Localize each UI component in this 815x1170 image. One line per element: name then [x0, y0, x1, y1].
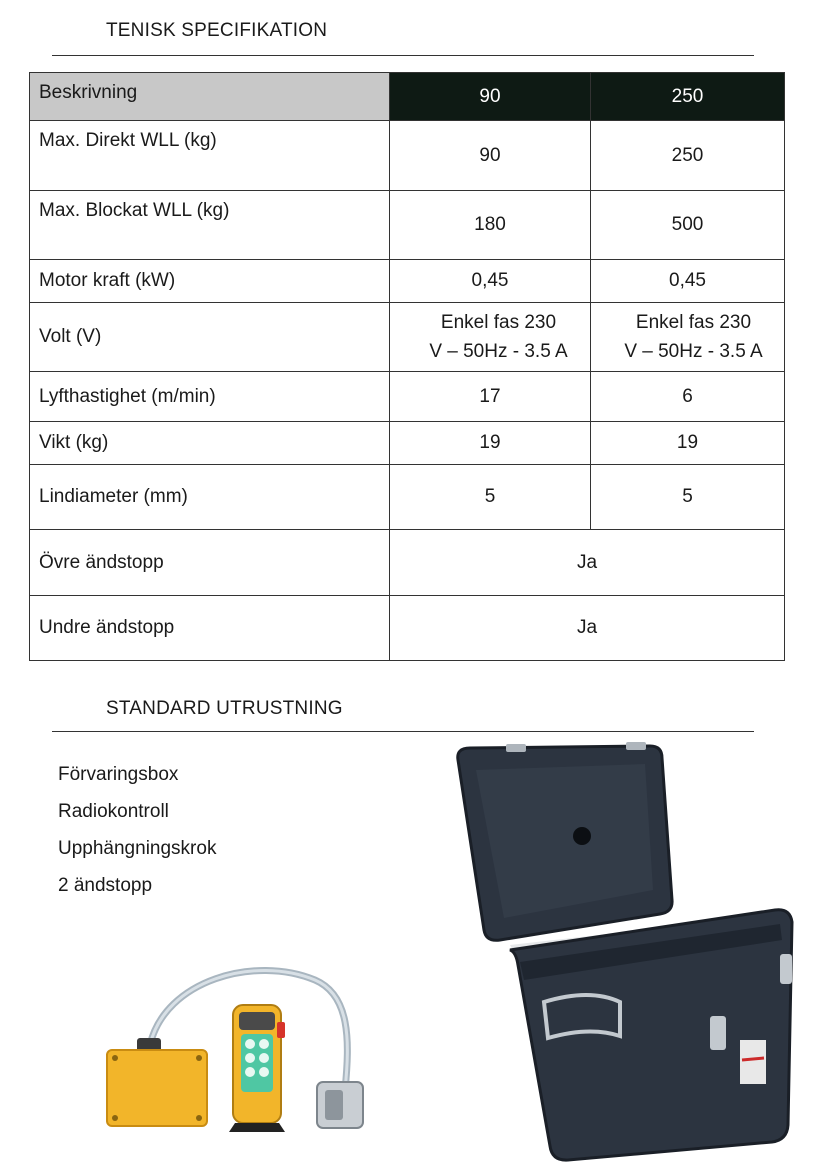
table-row — [30, 422, 785, 465]
equipment-title-rule — [52, 731, 754, 732]
row-label: Volt (V) — [30, 303, 390, 372]
volt-line: Enkel fas 230 — [635, 312, 752, 333]
row-value — [591, 303, 785, 372]
volt-line: Enkel fas 230 — [440, 312, 557, 333]
row-label: Lyfthastighet (m/min) — [30, 372, 390, 422]
table-header-row — [30, 73, 785, 121]
row-value: 5 — [591, 465, 785, 530]
table-row — [30, 465, 785, 530]
list-item: Radiokontroll — [58, 801, 169, 822]
header-col-250: 250 — [591, 73, 785, 121]
row-label: Vikt (kg) — [30, 422, 390, 465]
row-label: Max. Blockat WLL (kg) — [30, 191, 390, 260]
table-row — [30, 121, 785, 191]
table-row — [30, 372, 785, 422]
row-value-merged: Ja — [390, 530, 785, 596]
row-value: 19 — [591, 422, 785, 465]
list-item: Upphängningskrok — [58, 838, 217, 859]
row-label: Max. Direkt WLL (kg) — [30, 121, 390, 191]
row-value: 19 — [390, 422, 591, 465]
spec-table — [29, 72, 785, 661]
header-col-90: 90 — [390, 73, 591, 121]
header-description: Beskrivning — [30, 73, 390, 121]
row-label: Undre ändstopp — [30, 596, 390, 661]
equipment-title: STANDARD UTRUSTNING — [106, 698, 343, 719]
row-value: 6 — [591, 372, 785, 422]
spec-title-rule — [52, 55, 754, 56]
equipment-list — [58, 764, 216, 912]
row-value — [390, 303, 591, 372]
spec-title: TENISK SPECIFIKATION — [106, 20, 328, 41]
row-value: 17 — [390, 372, 591, 422]
stop-button-icon — [277, 1022, 285, 1038]
table-row — [30, 596, 785, 661]
row-value-merged: Ja — [390, 596, 785, 661]
row-label: Motor kraft (kW) — [30, 260, 390, 303]
row-value: 0,45 — [390, 260, 591, 303]
latch-icon — [710, 1016, 726, 1050]
row-value: 5 — [390, 465, 591, 530]
storage-box-image — [440, 740, 810, 1165]
latch-icon — [780, 954, 792, 984]
list-item: 2 ändstopp — [58, 875, 153, 896]
volt-line: V – 50Hz - 3.5 A — [429, 341, 568, 362]
row-value: 180 — [390, 191, 591, 260]
row-label: Lindiameter (mm) — [30, 465, 390, 530]
row-value: 0,45 — [591, 260, 785, 303]
volt-line: V – 50Hz - 3.5 A — [624, 341, 763, 362]
table-row — [30, 191, 785, 260]
receiver-box-icon — [107, 1050, 207, 1126]
table-row — [30, 530, 785, 596]
row-value: 500 — [591, 191, 785, 260]
list-item: Förvaringsbox — [58, 764, 179, 785]
row-value: 250 — [591, 121, 785, 191]
row-value: 90 — [390, 121, 591, 191]
lid-hole-icon — [573, 827, 591, 845]
row-label: Övre ändstopp — [30, 530, 390, 596]
table-row — [30, 303, 785, 372]
radio-control-image — [105, 960, 370, 1135]
table-row — [30, 260, 785, 303]
